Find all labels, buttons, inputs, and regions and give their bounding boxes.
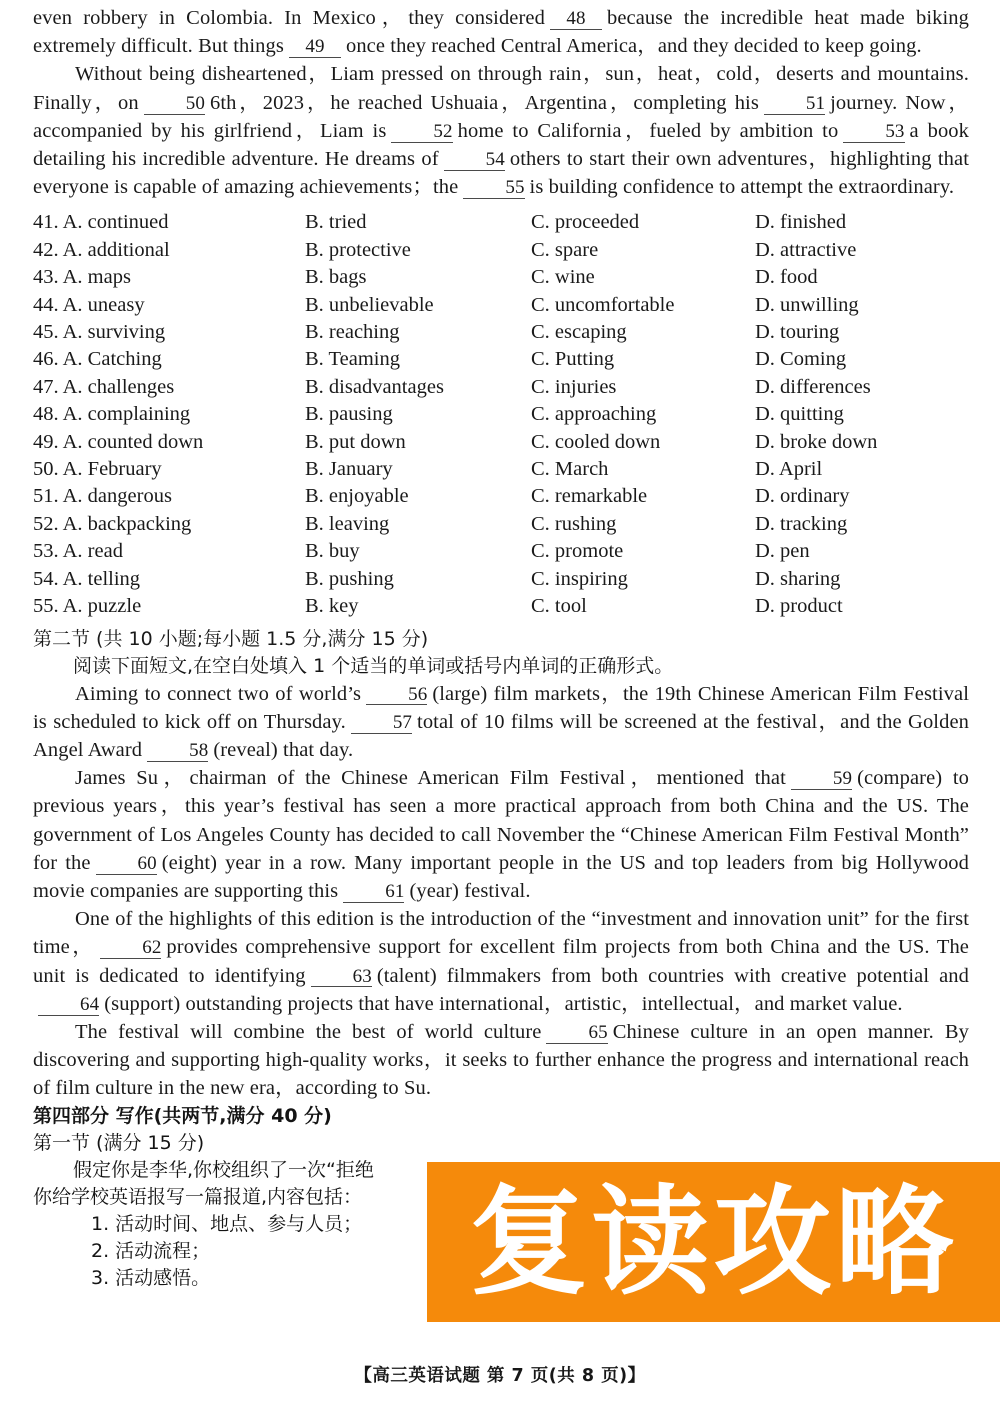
option-b[interactable]: B. bags: [305, 266, 367, 289]
grammar-p1-text-2: (large) film markets，the 19th Chinese American Film Festival is scheduled to kick off on Thursday.: [33, 682, 969, 733]
option-number: 44.: [33, 293, 59, 316]
section-two-instruction: 阅读下面短文,在空白处填入 1 个适当的单词或括号内单词的正确形式。: [73, 654, 674, 677]
cloze-blank-49[interactable]: 49: [289, 37, 341, 58]
option-b[interactable]: B. tried: [305, 211, 367, 234]
cloze-blank-54[interactable]: 54: [444, 150, 505, 171]
option-a[interactable]: [33, 456, 305, 483]
grammar-p2-text-1: James Su，chairman of the Chinese American Film Festival，mentioned that: [75, 767, 786, 790]
option-c[interactable]: C. inspiring: [531, 567, 628, 590]
cloze-blank-55[interactable]: 55: [463, 178, 524, 199]
option-row: [33, 538, 969, 565]
grammar-p1-text-4: (reveal) that day.: [213, 738, 354, 761]
grammar-p4-text-1: The festival will combine the best of world culture: [75, 1020, 542, 1043]
option-d[interactable]: D. April: [755, 458, 823, 481]
section-two-heading: 第二节 (共 10 小题;每小题 1.5 分,满分 15 分): [33, 627, 429, 650]
option-d[interactable]: D. quitting: [755, 403, 844, 426]
option-a-label: A. Catching: [62, 348, 162, 371]
section-four-subheading: 第一节 (满分 15 分): [33, 1131, 205, 1154]
option-b[interactable]: B. key: [305, 595, 359, 618]
option-a[interactable]: [33, 566, 305, 593]
option-c[interactable]: C. rushing: [531, 512, 617, 535]
option-row: [33, 319, 969, 346]
option-b[interactable]: B. January: [305, 458, 393, 481]
grammar-blank-62[interactable]: 62: [100, 938, 161, 959]
option-a-label: A. uneasy: [62, 293, 145, 316]
grammar-p1-text-1: Aiming to connect two of world’s: [75, 682, 362, 705]
option-number: 50.: [33, 458, 59, 481]
option-b[interactable]: B. buy: [305, 540, 360, 563]
option-a[interactable]: [33, 292, 305, 319]
option-a[interactable]: [33, 209, 305, 236]
grammar-p2-text-4: (year) festival.: [409, 879, 531, 902]
option-d[interactable]: D. product: [755, 595, 843, 618]
cloze-p1-text-2: because the incredible heat made biking extremely difficult. But things: [33, 7, 969, 58]
option-a-label: A. telling: [62, 567, 141, 590]
option-b[interactable]: B. pushing: [305, 567, 394, 590]
option-d[interactable]: D. Coming: [755, 348, 847, 371]
option-a[interactable]: [33, 374, 305, 401]
option-b[interactable]: B. pausing: [305, 403, 393, 426]
cloze-p1-text-3: once they reached Central America，and they decided to keep going.: [345, 35, 922, 58]
option-d[interactable]: D. ordinary: [755, 485, 850, 508]
grammar-p2-text-2: (compare) to previous years，this year’s festival has seen a more practical approach from both China and the US. The government of Los Angeles County has decided to call November the “Chinese American Film Festival Month” for the: [33, 767, 969, 874]
option-d[interactable]: D. tracking: [755, 512, 848, 535]
cloze-blank-50[interactable]: 50: [144, 94, 205, 115]
option-row: [33, 511, 969, 538]
option-a-label: A. continued: [62, 211, 169, 234]
option-row: [33, 374, 969, 401]
cloze-p2-text-7: is building confidence to attempt the extraordinary.: [529, 176, 955, 199]
grammar-paragraph-2: [33, 764, 969, 905]
option-number: 51.: [33, 485, 59, 508]
option-b[interactable]: B. Teaming: [305, 348, 400, 371]
option-d[interactable]: D. attractive: [755, 238, 857, 261]
option-d[interactable]: D. touring: [755, 321, 840, 344]
watermark-label: 复读攻略: [469, 1173, 958, 1311]
grammar-p4-text-2: Chinese culture in an open manner. By discovering and supporting high-quality works，it seeks to further enhance the progress and international reach of film culture in the new era，according to Su.: [33, 1020, 969, 1100]
cloze-blank-52[interactable]: 52: [391, 122, 452, 143]
option-row: [33, 292, 969, 319]
option-b[interactable]: B. enjoyable: [305, 485, 409, 508]
writing-prompt-line-1: 假定你是李华,你校组织了一次“拒绝: [73, 1158, 374, 1181]
option-number: 43.: [33, 266, 59, 289]
option-a-label: A. complaining: [62, 403, 191, 426]
option-a[interactable]: [33, 483, 305, 510]
option-a[interactable]: [33, 538, 305, 565]
option-a-label: A. surviving: [62, 321, 166, 344]
option-a-label: A. puzzle: [62, 595, 142, 618]
option-c[interactable]: C. Putting: [531, 348, 615, 371]
multiple-choice-options: [33, 209, 969, 620]
grammar-p2-text-3: (eight) year in a row. Many important people in the US and top leaders from big Hollywood movie companies are supporting this: [33, 851, 970, 902]
section-four-heading: 第四部分 写作(共两节,满分 40 分): [33, 1104, 332, 1127]
option-c[interactable]: C. tool: [531, 595, 587, 618]
cloze-p2-text-3: journey. Now，accompanied by his girlfriend，Liam is: [33, 91, 969, 142]
grammar-p1-text-3: total of 10 films will be screened at the festival，and the Golden Angel Award: [33, 710, 969, 761]
cloze-blank-48[interactable]: 48: [550, 9, 602, 30]
option-d[interactable]: D. unwilling: [755, 293, 859, 316]
option-row: [33, 566, 969, 593]
option-a[interactable]: [33, 429, 305, 456]
option-number: 41.: [33, 211, 59, 234]
option-number: 54.: [33, 567, 59, 590]
option-number: 49.: [33, 430, 59, 453]
option-number: 48.: [33, 403, 59, 426]
option-c[interactable]: C. uncomfortable: [531, 293, 675, 316]
cloze-blank-51[interactable]: 51: [764, 94, 825, 115]
option-number: 53.: [33, 540, 59, 563]
grammar-p3-text-4: (support) outstanding projects that have international，artistic，intellectual，and market value.: [104, 992, 903, 1015]
option-row: [33, 456, 969, 483]
option-number: 55.: [33, 595, 59, 618]
option-a-label: A. counted down: [62, 430, 204, 453]
option-c[interactable]: C. approaching: [531, 403, 657, 426]
option-number: 52.: [33, 512, 59, 535]
option-b[interactable]: B. disadvantages: [305, 375, 444, 398]
option-c[interactable]: C. remarkable: [531, 485, 648, 508]
cloze-p2-text-5: a book detailing his incredible adventure. He dreams of: [33, 119, 969, 171]
option-c[interactable]: C. spare: [531, 238, 599, 261]
option-a[interactable]: [33, 319, 305, 346]
option-d[interactable]: D. differences: [755, 375, 871, 398]
option-c[interactable]: C. promote: [531, 540, 624, 563]
option-row: [33, 593, 969, 620]
grammar-blank-56[interactable]: 56: [366, 685, 427, 706]
option-c[interactable]: C. escaping: [531, 321, 627, 344]
grammar-paragraph-1: [33, 680, 969, 765]
option-b[interactable]: B. unbelievable: [305, 293, 434, 316]
option-row: [33, 483, 969, 510]
cloze-p2-text-4: home to California，fueled by ambition to: [457, 119, 839, 142]
option-c[interactable]: C. injuries: [531, 375, 617, 398]
option-b[interactable]: B. reaching: [305, 321, 400, 344]
option-d[interactable]: D. food: [755, 266, 818, 289]
option-a-label: A. February: [62, 458, 162, 481]
option-d[interactable]: D. pen: [755, 540, 810, 563]
writing-requirement-item: 1. 活动时间、地点、参与人员；: [91, 1212, 363, 1235]
grammar-blank-58[interactable]: 58: [147, 741, 208, 762]
option-a-label: A. maps: [62, 266, 131, 289]
option-a[interactable]: [33, 593, 305, 620]
option-a[interactable]: [33, 511, 305, 538]
option-number: 42.: [33, 238, 59, 261]
grammar-blank-61[interactable]: 61: [343, 882, 404, 903]
cloze-p2-text-6: others to start their own adventures，highlighting that everyone is capable of amazing achievements；the: [33, 148, 969, 199]
grammar-paragraph-4: [33, 1018, 969, 1103]
option-row: [33, 401, 969, 428]
option-row: [33, 264, 969, 291]
option-a-label: A. backpacking: [62, 512, 192, 535]
option-number: 47.: [33, 375, 59, 398]
option-b[interactable]: B. put down: [305, 430, 406, 453]
option-a[interactable]: [33, 346, 305, 373]
option-a[interactable]: [33, 237, 305, 264]
option-row: [33, 429, 969, 456]
grammar-blank-64[interactable]: 64: [38, 995, 99, 1016]
option-number: 45.: [33, 321, 59, 344]
option-d[interactable]: D. finished: [755, 211, 847, 234]
grammar-blank-63[interactable]: 63: [311, 967, 372, 988]
option-d[interactable]: D. sharing: [755, 567, 841, 590]
watermark-banner: [427, 1162, 1000, 1322]
grammar-blank-59[interactable]: 59: [791, 769, 852, 790]
cloze-blank-53[interactable]: 53: [843, 122, 904, 143]
option-d[interactable]: D. broke down: [755, 430, 878, 453]
grammar-paragraph-3: [33, 905, 969, 1018]
cloze-p2-text-1: Without being disheartened，Liam pressed on through rain，sun，heat，cold，deserts and mountains. Finally，on: [33, 63, 969, 114]
cloze-paragraph-1: [33, 4, 969, 60]
writing-prompt-line-2: 你给学校英语报写一篇报道,内容包括：: [33, 1185, 363, 1208]
page-footer: 【高三英语试题 第 7 页(共 8 页)】: [354, 1366, 646, 1386]
page-content: [33, 4, 969, 1292]
option-row: [33, 237, 969, 264]
option-a-label: A. additional: [62, 238, 170, 261]
option-a-label: A. challenges: [62, 375, 175, 398]
cloze-paragraph-2: [33, 60, 969, 201]
grammar-p3-text-1: One of the highlights of this edition is the introduction of the “investment and innovation unit” for the first time，: [33, 908, 969, 959]
grammar-p3-text-3: (talent) filmmakers from both countries with creative potential and: [376, 964, 969, 987]
option-a[interactable]: [33, 264, 305, 291]
grammar-blank-57[interactable]: 57: [351, 713, 412, 734]
option-c[interactable]: C. proceeded: [531, 211, 640, 234]
cloze-p2-text-2: 6th，2023，he reached Ushuaia，Argentina，completing his: [209, 91, 759, 114]
grammar-blank-65[interactable]: 65: [546, 1023, 607, 1044]
grammar-blank-60[interactable]: 60: [96, 854, 157, 875]
option-c[interactable]: C. cooled down: [531, 430, 661, 453]
cloze-p1-text-1: even robbery in Colombia. In Mexico，they considered: [33, 7, 545, 29]
option-b[interactable]: B. leaving: [305, 512, 390, 535]
option-b[interactable]: B. protective: [305, 238, 411, 261]
option-number: 46.: [33, 348, 59, 371]
option-row: [33, 346, 969, 373]
option-a-label: A. read: [62, 540, 123, 563]
option-c[interactable]: C. March: [531, 458, 609, 481]
grammar-p3-text-2: provides comprehensive support for excellent film projects from both China and the US. The unit is dedicated to identifying: [33, 936, 969, 987]
option-row: [33, 209, 969, 236]
option-a[interactable]: [33, 401, 305, 428]
option-c[interactable]: C. wine: [531, 266, 595, 289]
option-a-label: A. dangerous: [62, 485, 172, 508]
writing-requirement-item: 2. 活动流程；: [91, 1239, 211, 1262]
writing-requirement-item: 3. 活动感悟。: [91, 1266, 211, 1289]
